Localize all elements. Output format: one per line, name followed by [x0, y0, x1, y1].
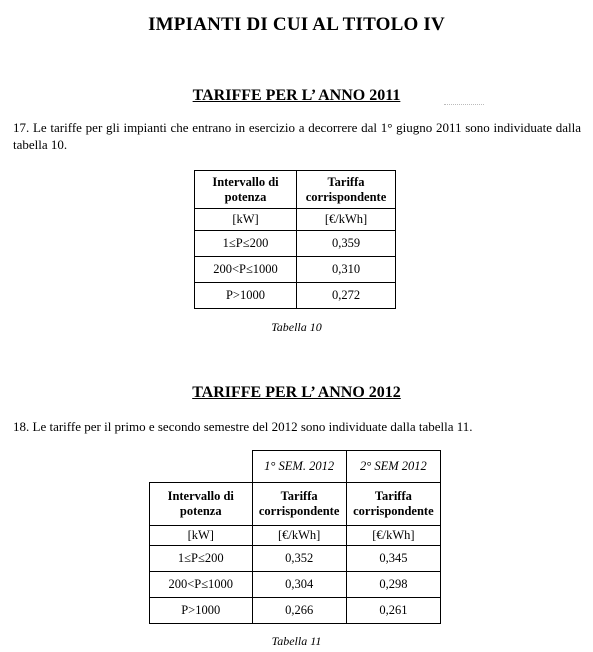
- tariff-cell: 0,310: [297, 257, 396, 283]
- tariff-table-10: [194, 170, 396, 309]
- section-heading-2012: TARIFFE PER L’ ANNO 2012: [192, 384, 401, 401]
- tariff-cell: 0,359: [297, 231, 396, 257]
- table-row: [150, 598, 441, 624]
- table-unit-row: [150, 526, 441, 546]
- unit-eur-kwh: [€/kWh]: [252, 526, 346, 546]
- table-row: [150, 572, 441, 598]
- unit-eur-kwh: [€/kWh]: [346, 526, 440, 546]
- tariff-sem1-cell: 0,266: [252, 598, 346, 624]
- paragraph-17: 17. Le tariffe per gli impianti che entrano in esercizio a decorrere dal 1° giugno 2011 sono individuate dalla tabella 10.: [13, 120, 581, 152]
- table-row: [195, 283, 396, 309]
- table-row: [150, 546, 441, 572]
- table-row: [195, 257, 396, 283]
- paragraph-18: 18. Le tariffe per il primo e secondo semestre del 2012 sono individuate dalla tabella 11.: [13, 419, 473, 434]
- range-cell: 1≤P≤200: [195, 231, 297, 257]
- unit-eur-kwh: [€/kWh]: [297, 209, 396, 231]
- table-row: [195, 231, 396, 257]
- table-unit-row: [195, 209, 396, 231]
- range-cell: 1≤P≤200: [150, 546, 253, 572]
- tariff-sem1-cell: 0,304: [252, 572, 346, 598]
- tariff-cell: 0,272: [297, 283, 396, 309]
- header-interval: Intervallo di potenza: [150, 483, 253, 526]
- header-tariff-sem2: Tariffa corrispondente: [346, 483, 440, 526]
- range-cell: 200<P≤1000: [150, 572, 253, 598]
- tariff-sem1-cell: 0,352: [252, 546, 346, 572]
- unit-kw: [kW]: [195, 209, 297, 231]
- tariff-table-11: [149, 450, 441, 624]
- range-cell: P>1000: [195, 283, 297, 309]
- section-heading-2011: TARIFFE PER L’ ANNO 2011: [192, 87, 401, 104]
- range-cell: 200<P≤1000: [195, 257, 297, 283]
- tariff-sem2-cell: 0,345: [346, 546, 440, 572]
- page-title: IMPIANTI DI CUI AL TITOLO IV: [148, 14, 445, 35]
- empty-corner: [150, 451, 253, 483]
- table-header-row: [195, 171, 396, 209]
- unit-kw: [kW]: [150, 526, 253, 546]
- table-header-row: [150, 483, 441, 526]
- caption-tabella-10: Tabella 10: [271, 320, 322, 334]
- semester-2-label: 2° SEM 2012: [346, 451, 440, 483]
- tariff-sem2-cell: 0,261: [346, 598, 440, 624]
- header-tariff-sem1: Tariffa corrispondente: [252, 483, 346, 526]
- caption-tabella-11: Tabella 11: [271, 634, 322, 648]
- range-cell: P>1000: [150, 598, 253, 624]
- table-semester-row: [150, 451, 441, 483]
- tariff-sem2-cell: 0,298: [346, 572, 440, 598]
- header-tariff: Tariffa corrispondente: [297, 171, 396, 209]
- semester-1-label: 1° SEM. 2012: [252, 451, 346, 483]
- header-interval: Intervallo di potenza: [195, 171, 297, 209]
- scan-artifact: [444, 104, 484, 107]
